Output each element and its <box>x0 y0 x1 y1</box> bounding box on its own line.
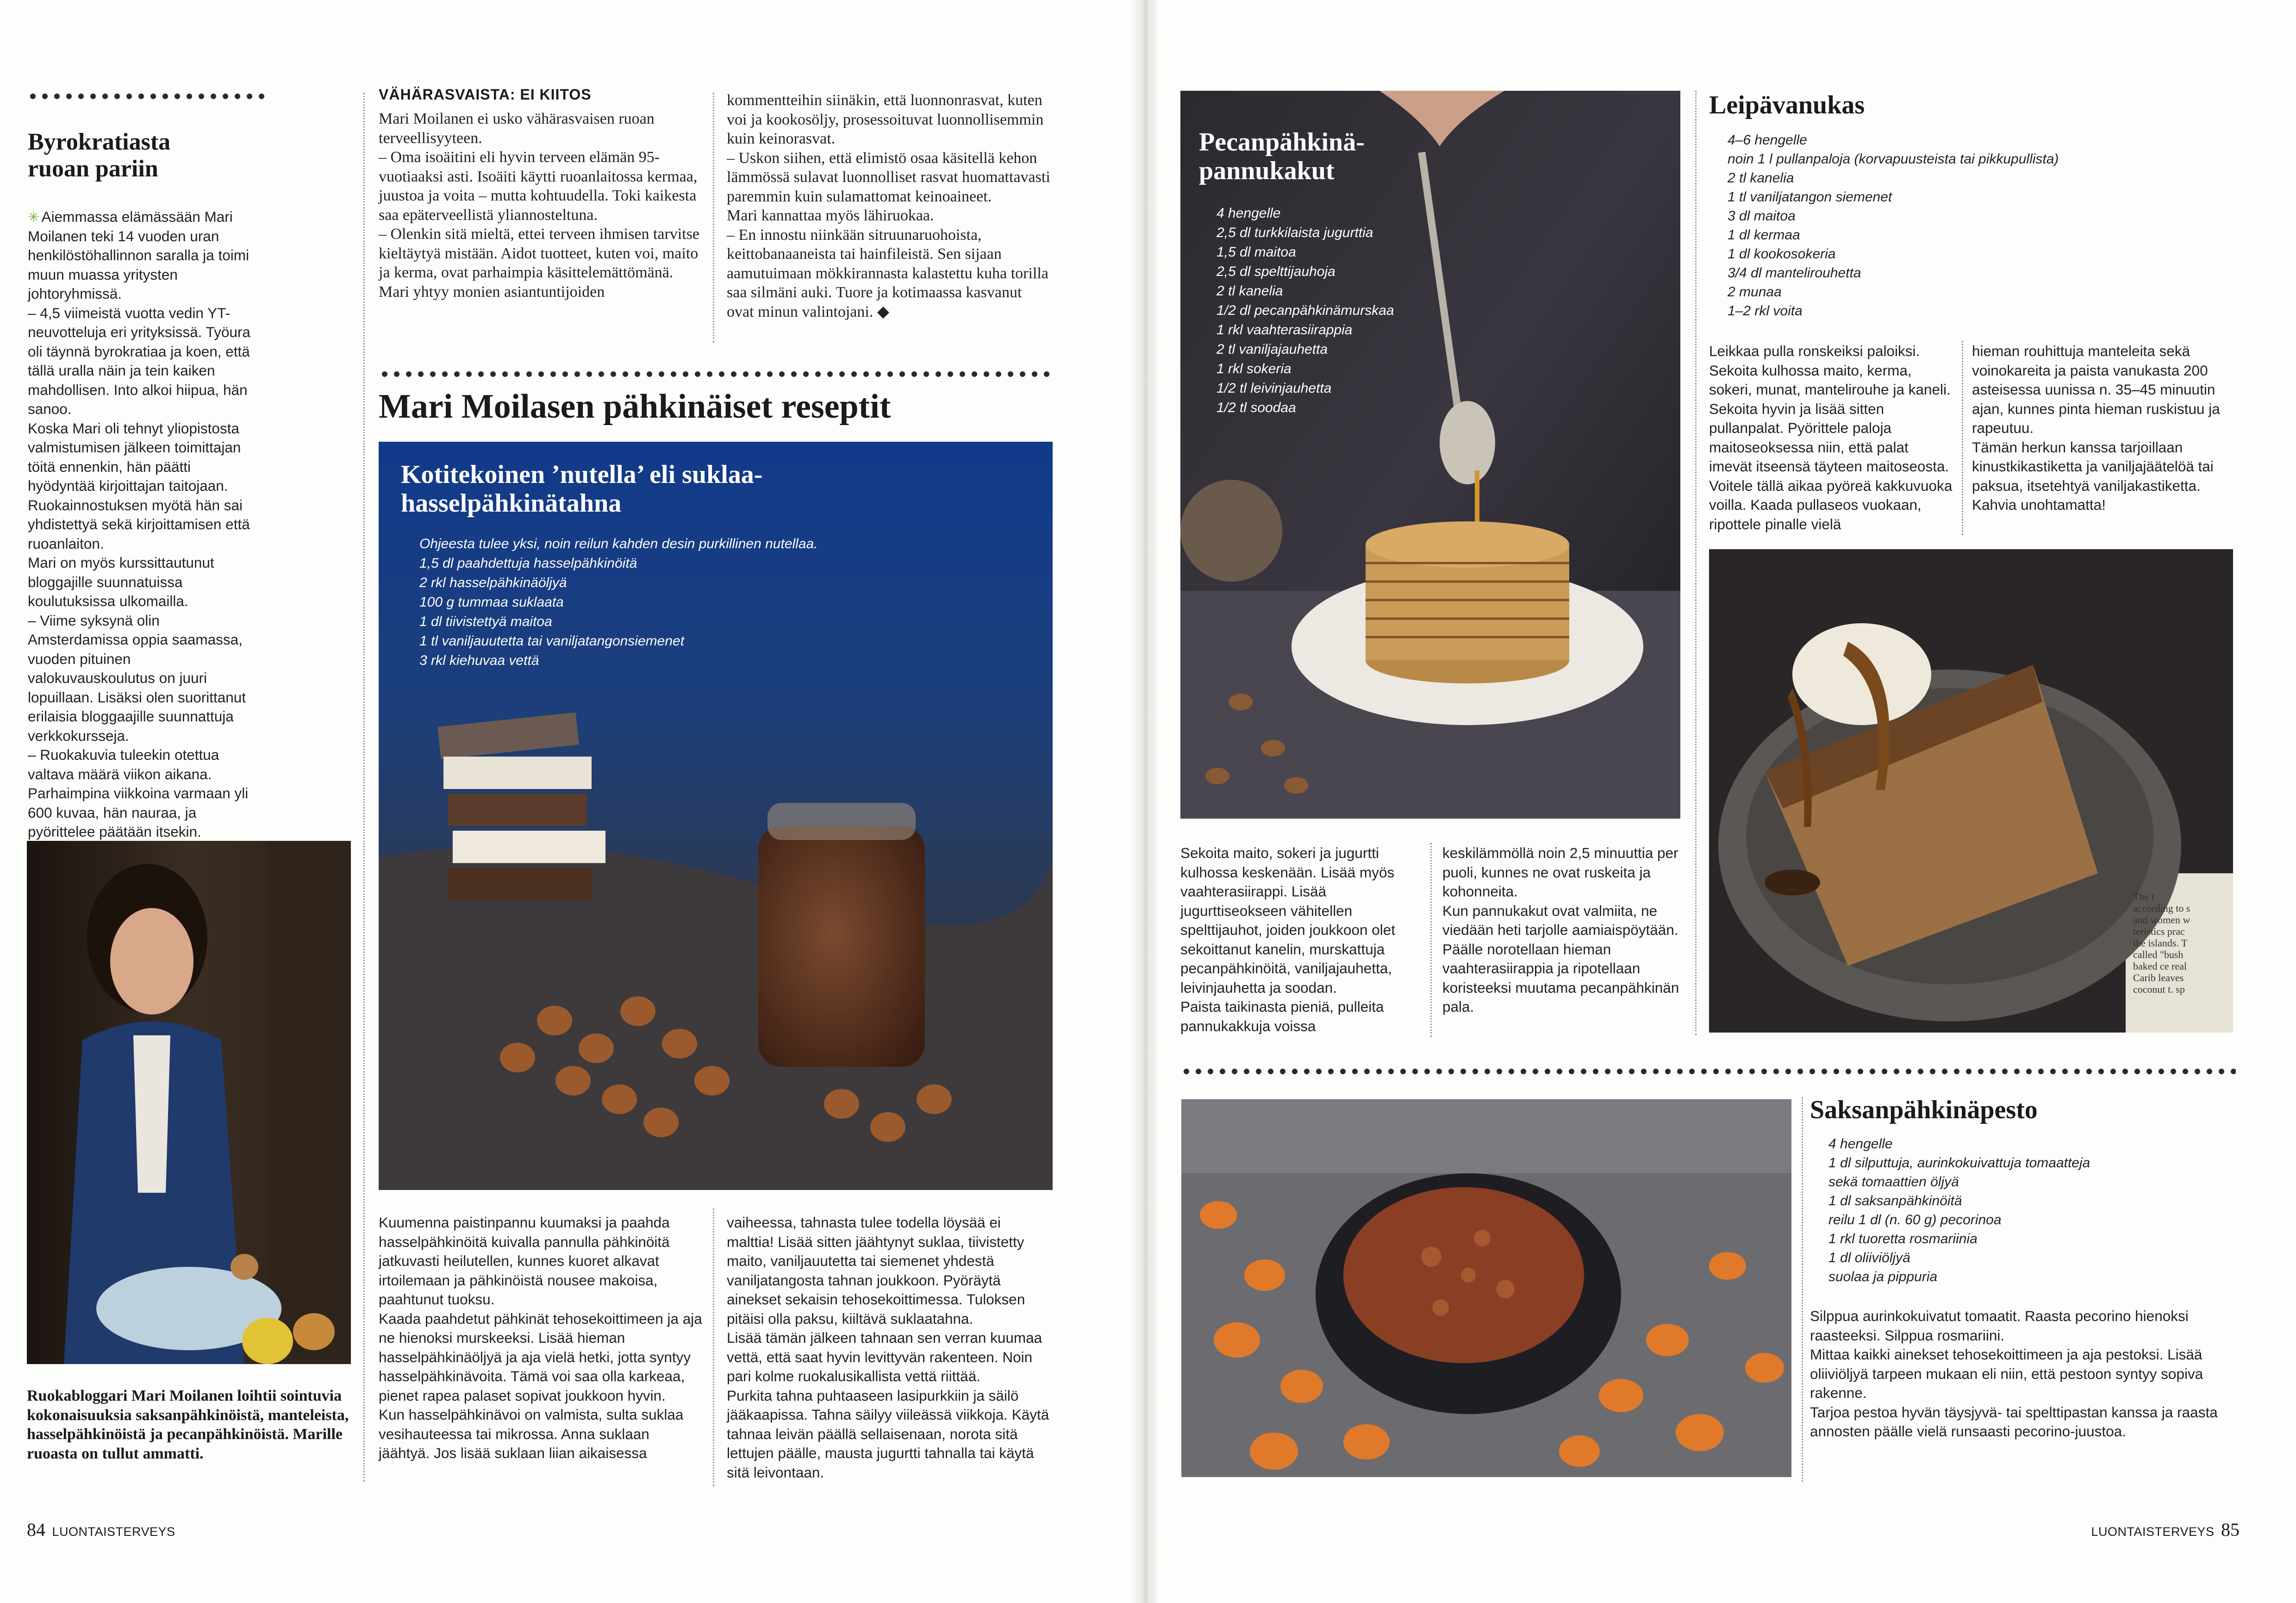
page-number: 84 <box>27 1519 45 1540</box>
leaf-icon: ✳ <box>28 210 40 225</box>
dotted-divider <box>27 93 268 100</box>
nutella-ingredients: Ohjeesta tulee yksi, noin reilun kahden desin purkillinen nutellaa. 1,5 dl paahdettuja hasselpähkinöitä 2 rkl hasselpähkinäöljyä 100 g tummaa suklaata 1 dl tiivistettyä maitoa 1 tl vaniljauutetta tai vaniljatangonsiemenet 3 rkl kiehuvaa vettä <box>419 536 818 668</box>
dotted-divider <box>379 370 1054 378</box>
pecan-method-col1: Sekoita maito, sokeri ja jugurtti kulhossa keskenään. Lisää myös vaahterasiirappi. Lisää jugurttiseokseen vähitellen spelttijauhot, joiden joukkoon olet sekoittanut kanelin, murskattuja pecanpähkinöitä, vaniljajauhetta, leivinjauhetta ja soodan. Paista taikinasta pieniä, pulleita pannukakkuja voissa <box>1180 845 1396 1034</box>
bread-ingredients: 4–6 hengelle noin 1 l pullanpaloja (korvapuusteista tai pikkupullista) 2 tl kanelia 1 tl vaniljatangon siemenet 3 dl maitoa 1 dl kermaa 1 dl kookosokeria 3/4 dl mantelirouhetta 2 munaa 1–2 rkl voita <box>1728 132 2059 319</box>
column-rule <box>363 93 365 1482</box>
column-rule <box>1695 91 1697 1035</box>
interview-col2: kommentteihin siinäkin, että luonnonrasvat, kuten voi ja kookosöljy, prosessoituvat luonnollisemmin kuin keinorasvat. – Uskon siihen, että elimistö osaa käsitellä kehon lämmössä sulavat luonnolliset rasvat huomattavasti paremmin kuin sulamattomat keinoaineet. Mari kannattaa myös lähiruokaa. – En innostu niinkään sitruunaruohoista, keittobanaaneista tai hainfileistä. Sen sijaan aamutuimaan mökkirannasta kalastettu kuha torilla saa silmäni auki. Tuore ja kotimaassa kasvanut ovat minun valintojani. ◆ <box>727 92 1050 320</box>
page-footer <box>27 1519 175 1540</box>
right-page <box>1157 0 2296 1603</box>
magazine-name: LUONTAISTERVEYS <box>2091 1525 2215 1539</box>
column-rule <box>713 1209 714 1486</box>
sidebar-body: Aiemmassa elämässään Mari Moilanen teki 14 vuoden uran henkilöstöhallinnon saralla ja toimi muun muassa yritysten johtoryhmissä. – 4,5 viimeistä vuotta vedin YT-neuvotteluja eri yrityksissä. Työura oli täynnä byrokratiaa ja koen, että tällä uralla näin ja tein kaiken mahdollisen. Into alkoi hiipua, hän sanoo. Koska Mari oli tehnyt yliopistosta valmistumisen jälkeen toimittajan töitä ennenkin, hän päätti hyödyntää kirjoittajan taitojaan. Ruokainnostuksen myötä hän sai yhdistettyä sekä kirjoittamisen että ruoanlaiton. Mari on myös kurssittautunut bloggajille suunnatuissa koulutuksissa ulkomailla. – Viime syksynä olin Amsterdamissa oppia saamassa, vuoden pituinen valokuvauskoulutus on juuri lopuillaan. Lisäksi olen suorittanut erilaisia bloggaajille suunnattuja verkkokursseja. – Ruokakuvia tuleekin otettua valtava määrä viikon aikana. Parhaimpina viikkoina varmaan yli 600 kuvaa, hän nauraa, ja pyörittelee päätään itsekin. <box>28 208 250 840</box>
pesto-photo <box>1181 1099 1791 1477</box>
dotted-divider <box>1180 1068 2236 1075</box>
section-title: Mari Moilasen pähkinäiset reseptit <box>379 388 891 426</box>
magazine-name: LUONTAISTERVEYS <box>52 1525 175 1539</box>
nutella-photo <box>379 442 1053 1190</box>
interview-subhead: VÄHÄRASVAISTA: EI KIITOS <box>379 86 592 103</box>
nutella-method-col1: Kuumenna paistinpannu kuumaksi ja paahda hasselpähkinöitä kuivalla pannulla pähkinöitä jatkuvasti heilutellen, kunnes kuoret alkavat irtoilemaan ja pähkinöistä nousee makoisa, paahtunut tuoksu. Kaada paahdetut pähkinät tehosekoittimeen ja aja ne hienoksi murskeeksi. Lisää hieman hasselpähkinäöljyä ja aja vielä hetki, jotta syntyy hasselpähkinävoita. Tämä voi saa olla karkeaa, pienet rapea palaset sopivat joukkoon hyvin. Kun hasselpähkinävoi on valmista, sulta suklaa vesihauteessa tai mikrossa. Anna suklaan jäähtyä. Jos lisää suklaan liian aikaisessa <box>379 1214 702 1461</box>
column-rule <box>1962 341 1963 535</box>
photo-caption: Ruokabloggari Mari Moilanen loihtii sointuvia kokonaisuuksia saksanpähkinöistä, manteleista, hasselpähkinöistä ja pecanpähkinöistä. Marille ruoasta on tullut ammatti. <box>27 1387 349 1462</box>
column-rule <box>713 93 714 343</box>
bread-method-col2: hieman rouhittuja manteleita sekä voinokareita ja paista vanukasta 200 asteisessa uunissa n. 35–45 minuutin ajan, kunnes pinta hieman ruskistuu ja rapeutuu. Tämän herkun kanssa tarjoillaan kinustkikastiketta ja vaniljajäätelöä tai paksua, itsetehtyä vaniljakastiketta. Kahvia unohtamatta! <box>1972 343 2220 513</box>
left-page <box>0 0 1133 1603</box>
pesto-title: Saksanpähkinäpesto <box>1810 1096 2038 1124</box>
pesto-ingredients: 4 hengelle 1 dl silputtuja, aurinkokuivattuja tomaatteja sekä tomaattien öljyä 1 dl saksanpähkinöitä reilu 1 dl (n. 60 g) pecorinoa 1 rkl tuoretta rosmariinia 1 dl oliiviöljyä suolaa ja pippuria <box>1828 1136 2090 1284</box>
bread-pudding-photo <box>1709 549 2233 1033</box>
column-rule <box>1802 1097 1803 1482</box>
pecan-ingredients: 4 hengelle 2,5 dl turkkilaista jugurttia 1,5 dl maitoa 2,5 dl spelttijauhoja 2 tl kanelia 1/2 dl pecanpähkinämurskaa 1 rkl vaahterasiirappia 2 tl vaniljajauhetta 1 rkl sokeria 1/2 tl leivinjauhetta 1/2 tl soodaa <box>1217 206 1394 415</box>
bread-title: Leipävanukas <box>1709 91 1865 119</box>
pecan-method-col2: keskilämmöllä noin 2,5 minuuttia per puoli, kunnes ne ovat ruskeita ja kohonneita. Kun pannukakut ovat valmiita, ne viedään heti tarjolle aamiaispöytään. Päälle norotellaan hieman vaahterasiirappia ja ripotellaan koristeeksi muutama pecanpähkinän pala. <box>1442 845 1679 1015</box>
nutella-title: Kotitekoinen ’nutella’ eli suklaa- hasselpähkinätahna <box>401 460 763 518</box>
pesto-method: Silppua aurinkokuivatut tomaatit. Raasta pecorino hienoksi raasteeksi. Silppua rosmariini. Mittaa kaikki ainekset tehosekoittimeen ja aja pestoksi. Lisää oliiviöljyä tarpeen mukaan eli niin, että pestoon syntyy sopiva rakenne. Tarjoa pestoa hyvän täysjyvä- tai spelttipastan kanssa ja raasta annosten päälle vielä runsaasti pecorino-juustoa. <box>1810 1308 2218 1440</box>
pancake-photo <box>1180 91 1680 819</box>
page-number: 85 <box>2221 1519 2240 1540</box>
page-footer <box>2083 1519 2240 1540</box>
bread-method-col1: Leikkaa pulla ronskeiksi paloiksi. Sekoita kulhossa maito, kerma, sokeri, munat, mantelirouhe ja kaneli. Sekoita hyvin ja lisää sitten pullanpalat. Pyörittele paloja maitoseoksessa niin, että palat imevät itseensä täyteen maitoseosta. Voitele tällä aikaa pyöreä kakkuvuoka voilla. Kaada pullaseos vuokaan, ripottele pinalle vielä <box>1709 343 1953 532</box>
interview-col1: Mari Moilanen ei usko vähärasvaisen ruoan terveellisyyteen. – Oma isoäitini eli hyvin terveen elämän 95-vuotiaaksi asti. Isoäiti käytti ruoanlaitossa kermaa, juustoa ja voita – mutta kohtuudella. Toki kaikesta saa epäterveellistä yliannosteltuna. – Olenkin sitä mieltä, ettei terveen ihmisen tarvitse kieltäytyä mistään. Aidot tuotteet, kuten voi, maito ja kerma, ovat parhaimpia käsittelemättömänä. Mari yhtyy monien asiantuntijoiden <box>379 110 700 301</box>
pecan-title: Pecanpähkinä- pannukakut <box>1199 128 1365 185</box>
sidebar-text <box>28 207 259 842</box>
newspaper-snippet: The t according to s and women w teristics prac the islands. T called "bush baked ce real Carib leaves coconut t. sp <box>2133 891 2190 995</box>
sidebar-heading: Byrokratiasta ruoan pariin <box>28 129 171 182</box>
column-rule <box>1430 843 1432 1037</box>
portrait-photo <box>27 841 351 1364</box>
nutella-method-col2: vaiheessa, tahnasta tulee todella löysää ei malttia! Lisää sitten jäähtynyt suklaa, tiivistetty maito, vaniljauutetta tai siemenet yhdestä vaniljatangosta tahnan joukkoon. Pyöräytä ainekset sekaisin tehosekoittimessa. Tuloksen pitäisi olla paksu, kiiltävä suklaatahna. Lisää tämän jälkeen tahnaan sen verran kuumaa vettä, että saat hyvin levittyvän rakenteen. Noin pari kolme ruokalusikallista vettä riittää. Purkita tahna puhtaaseen lasipurkkiin ja säilö jääkaapissa. Tahna säilyy viileässä viikkoja. Käytä tahnaa leivän päällä sellaisenaan, norota sitä lettujen päälle, mausta jugurtti tahnalla tai käytä sitä leivontaan. <box>727 1214 1049 1481</box>
